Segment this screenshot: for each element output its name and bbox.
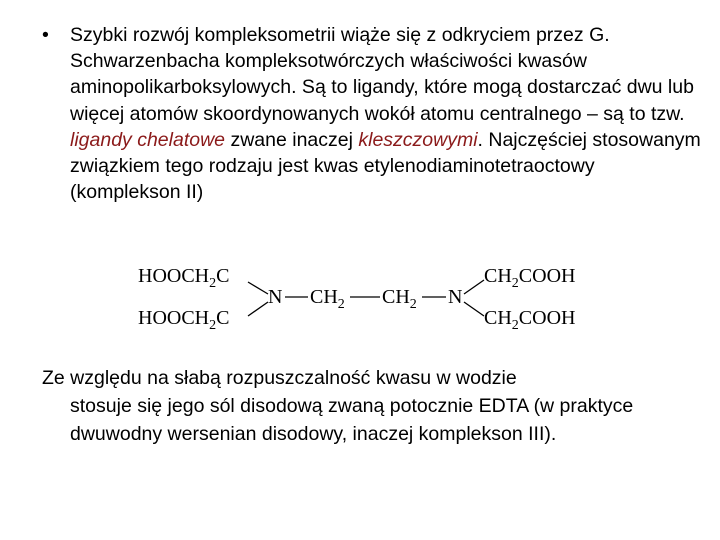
formula-svg bbox=[130, 256, 610, 336]
paragraph-body bbox=[70, 22, 702, 205]
formula-top-left: $HOOCH_2C$ bbox=[138, 265, 230, 291]
paragraph-edta-salt bbox=[42, 364, 702, 448]
bullet-point: • bbox=[42, 24, 49, 46]
text-middle: zwane inaczej bbox=[225, 128, 359, 151]
edta-structural-formula bbox=[130, 256, 610, 336]
text-before: Szybki rozwój kompleksometrii wiąże się z odkryciem przez G. Schwarzenbacha kompleksotwórczych właściwości kwasów aminopolikarboksylowych. Są to ligandy, które mogą dostarczać dwu lub więcej atomów skoordynowanych wokół atomu centralnego – są to tzw. bbox=[70, 24, 694, 125]
formula-n-left: N bbox=[268, 286, 283, 308]
bond-bottom-right bbox=[464, 302, 484, 316]
bond-bottom-left bbox=[248, 302, 268, 316]
paragraph-chelating-ligands bbox=[42, 22, 702, 205]
formula-bottom-left: $HOOCH_2C$ bbox=[138, 307, 230, 333]
term-kleszczowymi: kleszczowymi bbox=[358, 128, 478, 151]
bond-top-right bbox=[464, 280, 484, 294]
paragraph2-rest: stosuje się jego sól disodową zwaną potocznie EDTA (w praktyce dwuwodny wersenian disodowy, inaczej komplekson III). bbox=[70, 395, 634, 445]
term-ligandy-chelatowe: ligandy chelatowe bbox=[70, 128, 226, 151]
formula-ch2-b: $CH_2$ bbox=[382, 286, 417, 312]
formula-ch2-a: $CH_2$ bbox=[310, 286, 345, 312]
formula-top-right: $CH_2COOH$ bbox=[484, 265, 576, 291]
paragraph2-first-line: Ze względu na słabą rozpuszczalność kwasu w wodzie bbox=[42, 367, 517, 389]
bond-top-left bbox=[248, 282, 268, 294]
text-after: . Najczęściej stosowanym związkiem tego rodzaju jest kwas etylenodiaminotetraoctowy (komplekson II) bbox=[70, 128, 701, 204]
formula-bottom-right: $CH_2COOH$ bbox=[484, 307, 576, 333]
formula-n-right: N bbox=[448, 286, 463, 308]
